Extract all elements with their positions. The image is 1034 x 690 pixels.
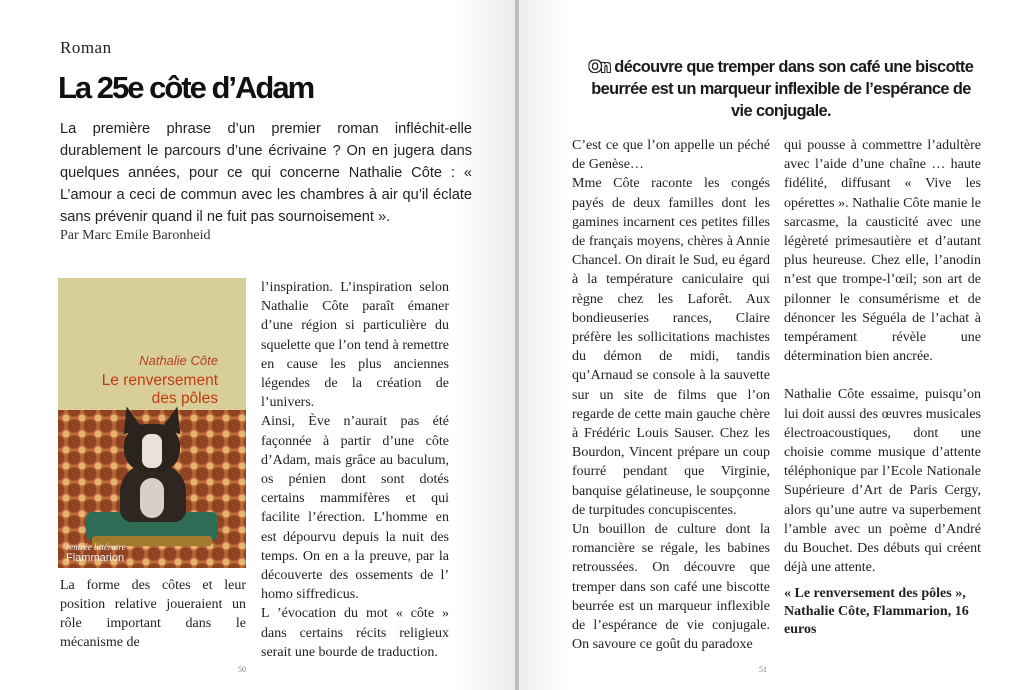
- body-paragraph: Mme Côte raconte les congés payés de deux familles dont les gamines incarnent ces petites filles de français moyens, chères à Annie Chancel. On dirait le Sud, eu égard à la température caniculaire qui règne chez les Laforêt. Aux bondieuseries rances, Claire préfère les sollicitations machistes du démon de midi, tandis qu’Arnaud se console à la sauvette sur un site de films que l’on regarde de cette main gauche chère à Frédéric Louis Sauser. Chez les Bourdon, Vincent prépare un coup fourré pendant que Virginie, banquise gélatineuse, le soupçonne de turpitudes concupiscentes.: [572, 176, 770, 518]
- left-body-column: [261, 278, 449, 662]
- section-rubric: Roman: [60, 38, 112, 57]
- pull-quote-text: découvre que tremper dans son café une biscotte beurrée est un marqueur inflexible de l’espérance de vie conjugale.: [591, 58, 974, 120]
- dog-face: [142, 434, 162, 468]
- article-title: La 25e côte d’Adam: [58, 70, 314, 105]
- page-number: 51: [759, 665, 767, 674]
- dog-chest: [140, 478, 164, 518]
- cover-title-line1: Le renversement: [101, 372, 218, 389]
- right-body-column-2: [784, 136, 981, 639]
- pull-quote: [581, 56, 981, 122]
- body-paragraph: C’est ce que l’on appelle un péché de Genèse…: [572, 138, 770, 173]
- body-paragraph: Ainsi, Ève n’aurait pas été façonnée à partir d’une côte d’Adam, mais grâce au baculum, os pénien dont sont dotés certains mammifères et qui facilite l’érection. L’homme en est dépourvu depuis la nuit des temps. On en a la preuve, par la découverte des ossements de l’ homo siffredicus.: [261, 414, 449, 603]
- cover-title-line2: des pôles: [151, 390, 218, 407]
- right-body-column-1: [572, 136, 770, 654]
- left-page: [0, 0, 515, 690]
- byline: Par Marc Emile Baronheid: [60, 228, 211, 243]
- page-number: 50: [238, 665, 246, 674]
- cover-publisher: Flammarion: [66, 552, 125, 564]
- body-paragraph: Nathalie Côte essaime, puisqu’on lui doit aussi des œuvres musicales électroacoustiques, dont une choisie comme musique d’attente téléphonique par l’Ecole Nationale Supérieure d’Art de Paris Cergy, alors qu’une autre va superbement l’amble avec un poème d’André du Bouchet. Des débuts qui créent déjà une attente.: [784, 387, 981, 576]
- image-caption: La forme des côtes et leur position relative joueraient un rôle important dans le mécanisme de: [60, 578, 246, 650]
- cover-title: [58, 372, 218, 408]
- article-lead: La première phrase d’un premier roman infléchit-elle durablement le parcours d’une écrivaine ? On en jugera dans quelques années, pour ce qui concerne Nathalie Côte : « L’amour a ceci de commun avec les chambres à air qu’il éclate sans prévenir quand il ne fuit pas sournoisement ».: [60, 121, 472, 225]
- book-credits: « Le renversement des pôles », Nathalie Côte, Flammarion, 16 euros: [784, 586, 969, 638]
- cover-series: rentrée littéraire: [66, 542, 126, 552]
- body-paragraph: l’inspiration. L’inspiration selon Nathalie Côte paraît émaner d’une région si particulière du squelette que l’on tend à remettre en cause les plus anciennes légendes de la création de l’univers.: [261, 280, 449, 411]
- book-cover-image: [58, 278, 246, 568]
- body-paragraph: L ’évocation du mot « côte » dans certains récits religieux serait une bourde de traduction.: [261, 606, 449, 660]
- pull-quote-first-word: On: [588, 58, 611, 76]
- body-paragraph: qui pousse à commettre l’adultère avec l’aide d’une chaîne … haute fidélité, diffusant « Vive les opérettes ». Nathalie Côte manie le sarcasme, la causticité avec une légèreté primesautière et d’autant plus heureuse. Chez elle, l’anodin n’est que trompe-l’œil; son art de pilonner le consumérisme et de dénoncer les Séguéla de l’achat à tempérament révèle une détermination bien ancrée.: [784, 138, 981, 365]
- right-page: [519, 0, 1034, 690]
- body-paragraph: Un bouillon de culture dont la romancière se régale, les babines retroussées. On découvre que tremper dans son café une biscotte beurrée est un marqueur inflexible de l’espérance de vie conjugale. On savoure ce goût du paradoxe: [572, 522, 770, 653]
- cover-author: Nathalie Côte: [139, 353, 218, 368]
